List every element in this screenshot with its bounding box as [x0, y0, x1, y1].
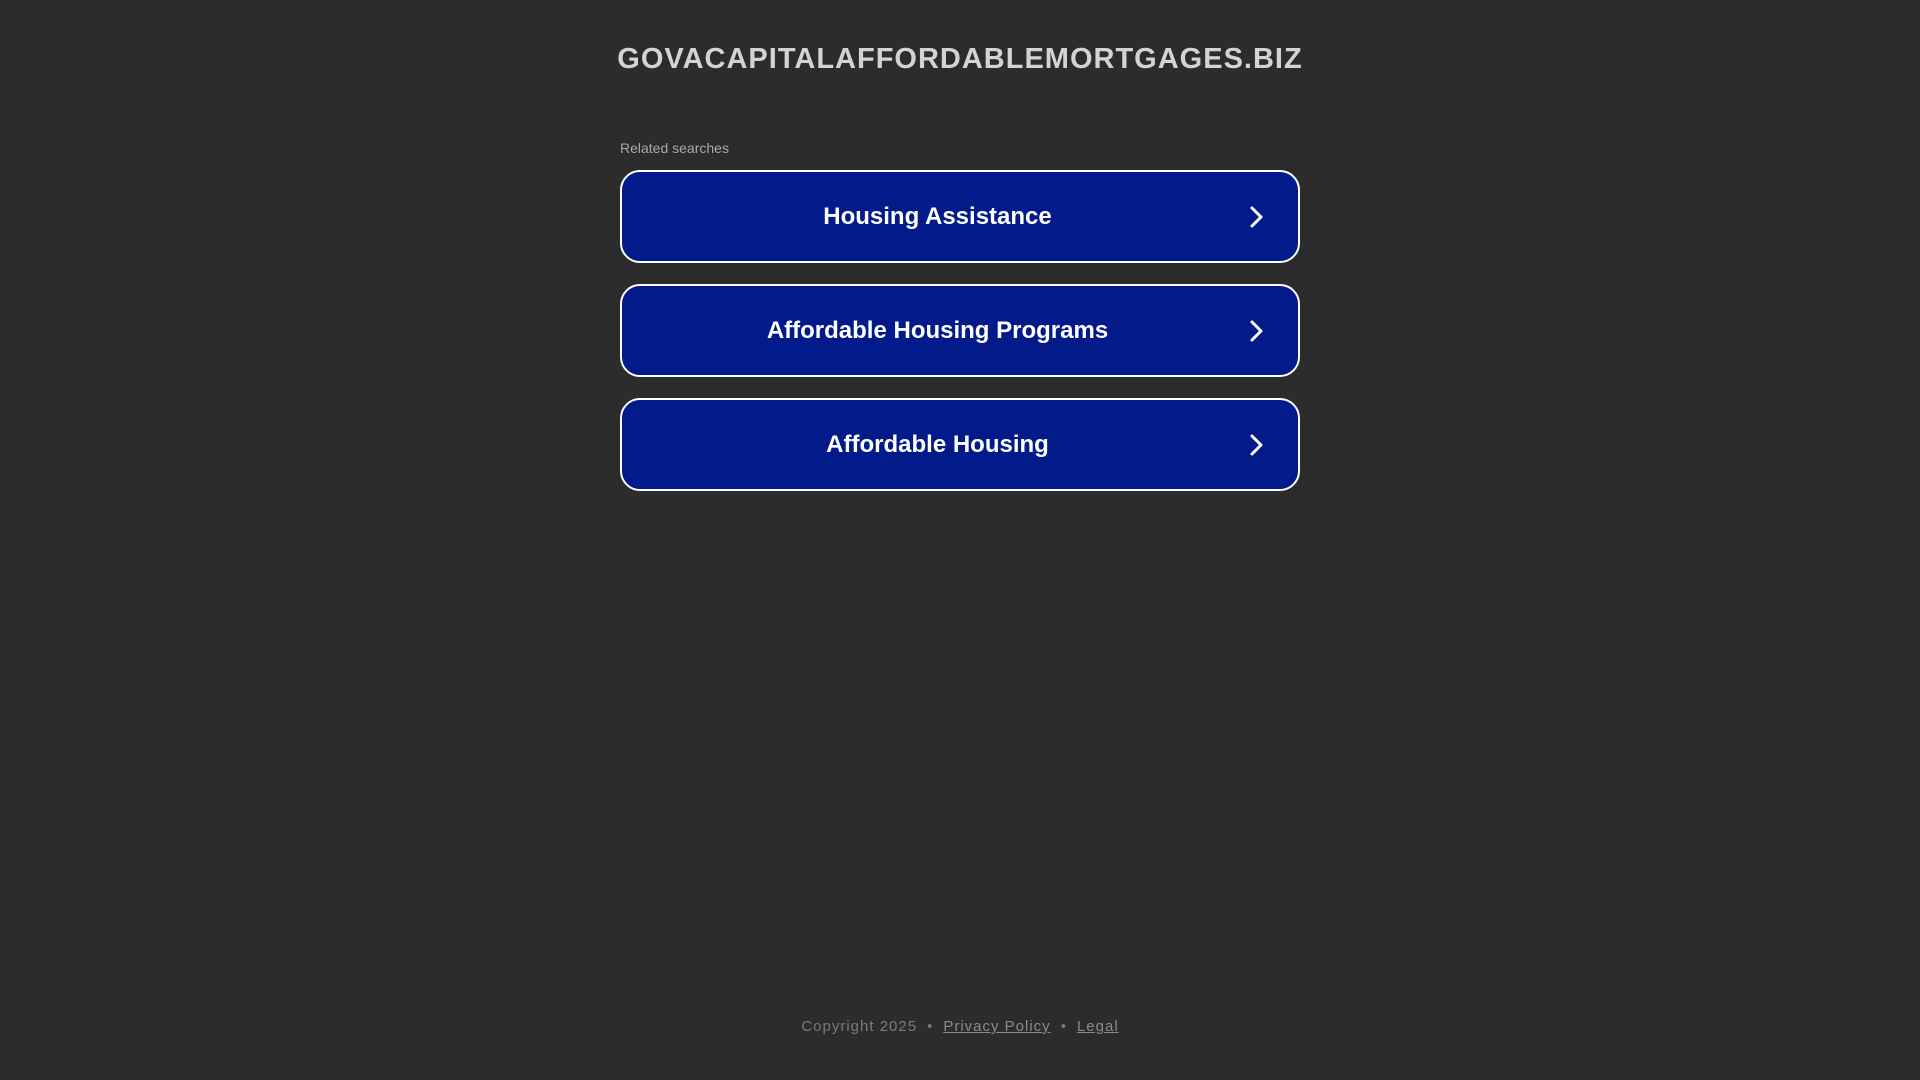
copyright-text: Copyright 2025	[801, 1018, 918, 1035]
search-link-affordable-housing-programs[interactable]	[620, 284, 1300, 377]
related-searches-label: Related searches	[620, 140, 729, 156]
footer	[0, 1018, 1920, 1035]
domain-title: GOVACAPITALAFFORDABLEMORTGAGES.BIZ	[617, 43, 1303, 75]
related-searches	[620, 140, 1300, 512]
chevron-right-icon	[1244, 205, 1268, 229]
search-link-label: Affordable Housing Programs	[766, 316, 1109, 344]
privacy-policy-link[interactable]: Privacy Policy	[943, 1018, 1051, 1035]
search-link-affordable-housing[interactable]	[620, 398, 1300, 491]
search-link-label: Affordable Housing	[826, 430, 1049, 458]
legal-link[interactable]: Legal	[1076, 1018, 1119, 1035]
chevron-right-icon	[1244, 433, 1268, 457]
search-link-housing-assistance[interactable]	[620, 170, 1300, 263]
chevron-right-icon	[1244, 319, 1268, 343]
search-link-label: Housing Assistance	[823, 202, 1052, 230]
footer-separator: •	[927, 1018, 934, 1035]
footer-separator: •	[1060, 1018, 1067, 1035]
